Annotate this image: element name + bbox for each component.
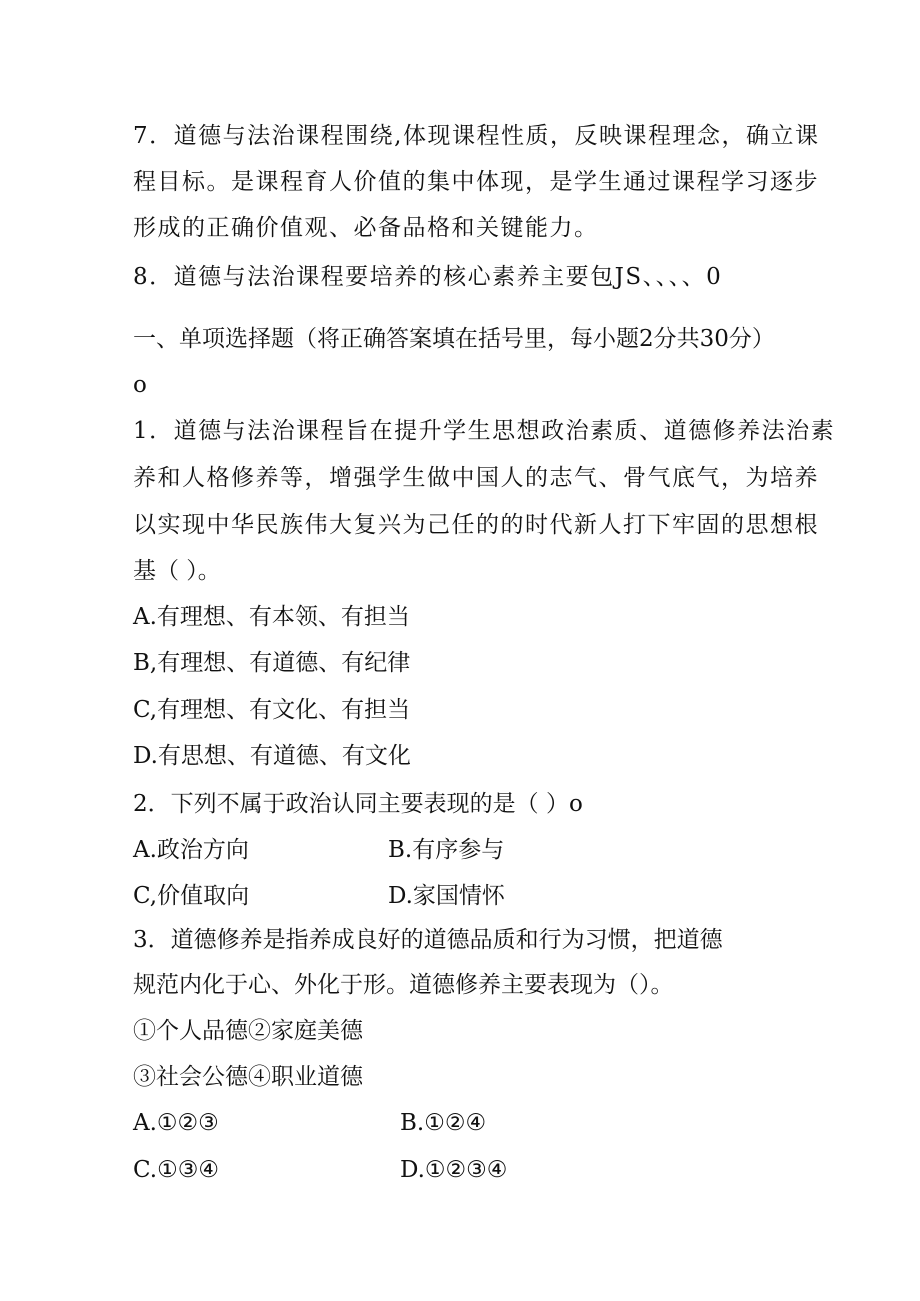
s1q2-option-b: B.有序参与 <box>388 837 505 863</box>
s1q2-stem: 2．下列不属于政治认同主要表现的是（ ）o <box>133 791 583 817</box>
s1q3-item-2: ③社会公德④职业道德 <box>133 1064 363 1090</box>
s1q3-option-b: B.①②④ <box>400 1110 487 1136</box>
s1q3-line-2: 规范内化于心、外化于形。道德修养主要表现为（）。 <box>133 972 674 998</box>
s1q1-option-b: B,有理想、有道德、有纪律 <box>133 650 411 676</box>
question-8: 8．道德与法治课程要培养的核心素养主要包JS、、、、0 <box>133 264 723 290</box>
s1q2-option-c: C,价值取向 <box>133 883 250 909</box>
s1q2-option-d: D.家国情怀 <box>388 883 505 909</box>
question-7-line-2: 程目标。是课程育人价值的集中体现，是学生通过课程学习逐步 <box>133 169 819 195</box>
s1q1-line-2: 养和人格修养等，增强学生做中国人的志气、骨气底气，为培养 <box>133 465 819 491</box>
section-1-title: 一、单项选择题（将正确答案填在括号里，每小题2分共30分） <box>133 326 775 352</box>
s1q1-option-c: C,有理想、有文化、有担当 <box>133 697 411 723</box>
section-1-title-tail: o <box>133 372 147 398</box>
question-7-line-1: 7．道德与法治课程围绕,体现课程性质，反映课程理念，确立课 <box>133 123 820 149</box>
s1q3-option-a: A.①②③ <box>133 1110 219 1136</box>
s1q1-line-4: 基（ ）。 <box>133 558 221 584</box>
s1q3-item-1: ①个人品德②家庭美德 <box>133 1018 363 1044</box>
s1q1-option-d: D.有思想、有道德、有文化 <box>133 743 411 769</box>
s1q3-line-1: 3．道德修养是指养成良好的道德品质和行为习惯，把道德 <box>133 927 723 953</box>
s1q2-option-a: A.政治方向 <box>133 837 249 863</box>
s1q1-line-1: 1．道德与法治课程旨在提升学生思想政治素质、道德修养法治素 <box>133 418 836 444</box>
s1q1-option-a: A.有理想、有本领、有担当 <box>133 604 410 630</box>
s1q1-line-3: 以实现中华民族伟大复兴为己任的的时代新人打下牢固的思想根 <box>133 512 819 538</box>
question-7-line-3: 形成的正确价值观、必备品格和关键能力。 <box>133 215 599 241</box>
s1q3-option-d: D.①②③④ <box>400 1157 508 1183</box>
s1q3-option-c: C.①③④ <box>133 1157 219 1183</box>
